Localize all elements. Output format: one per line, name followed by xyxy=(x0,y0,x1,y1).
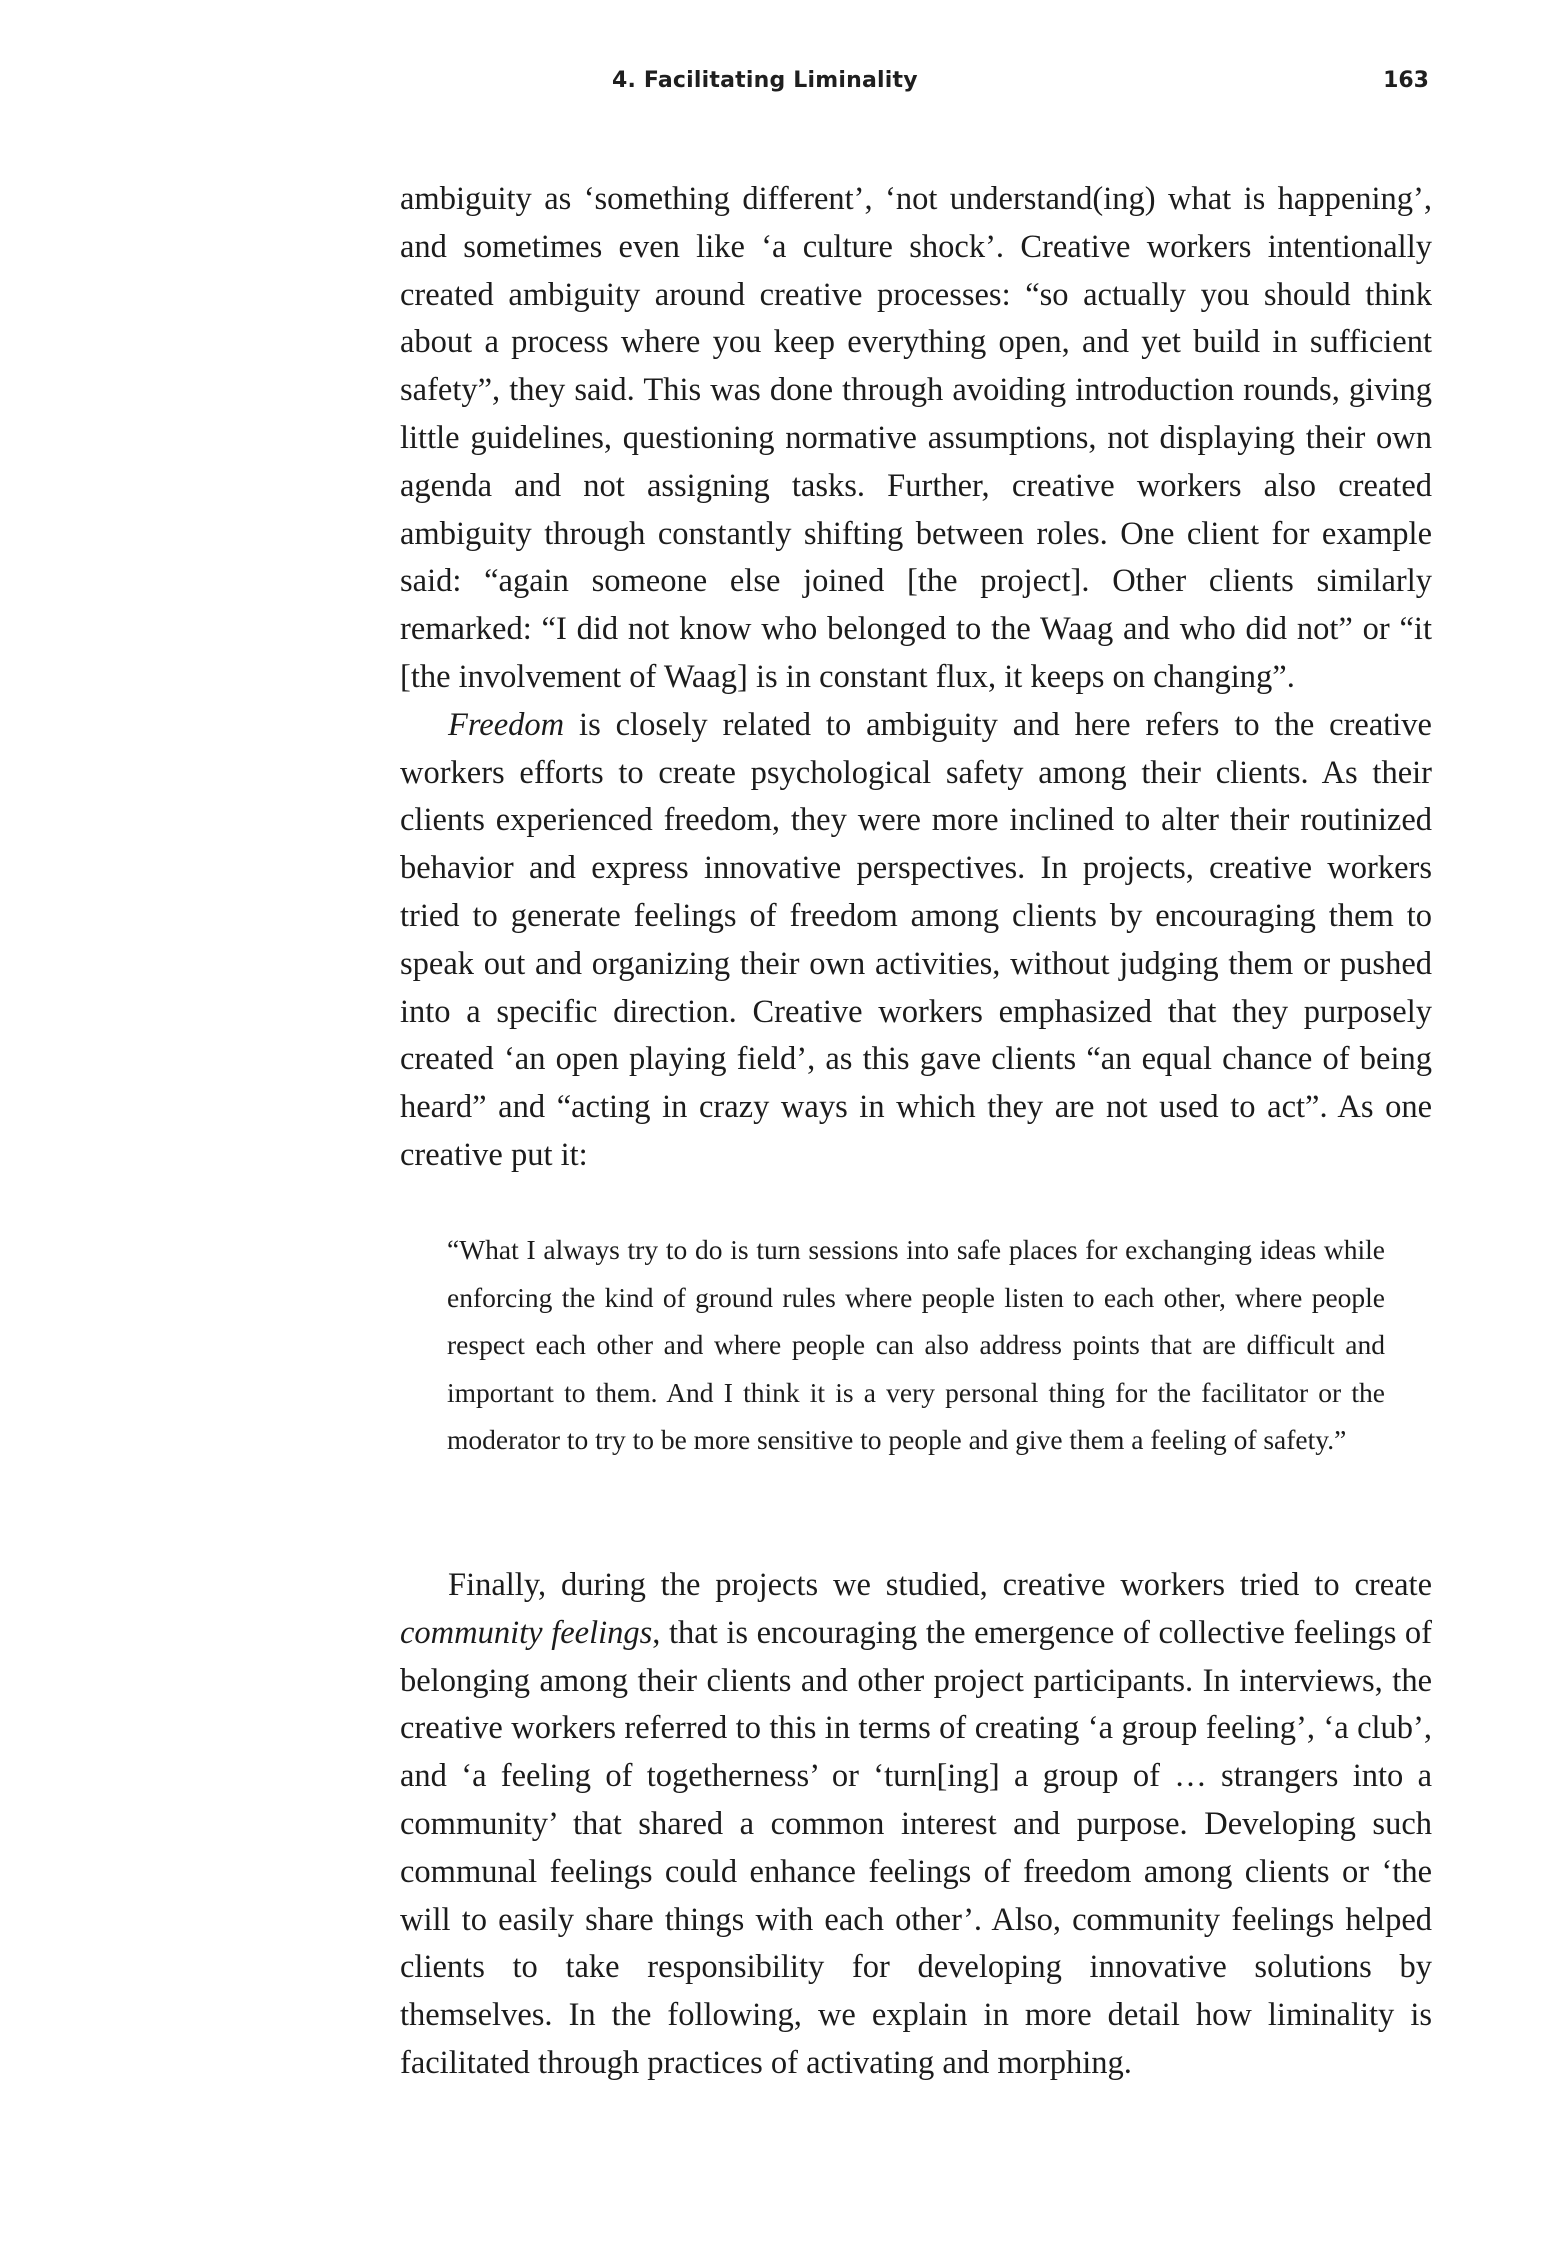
page-number: 163 xyxy=(1383,68,1429,93)
body-text-upper xyxy=(400,176,1432,1180)
paragraph-community xyxy=(400,1562,1432,2088)
paragraph-freedom-text: is closely related to ambiguity and here refers to the creative workers efforts to create psychological safety among their clients. As their clients experienced freedom, they were more inclined to alter their routinized behavior and express innovative perspectives. In projects, creative workers tried to generate feelings of freedom among clients by encouraging them to speak out and organizing their own activities, without judging them or pushed into a specific direction. Creative workers emphasized that they purposely created ‘an open playing field’, as this gave clients “an equal chance of being heard” and “acting in crazy ways in which they are not used to act”. As one creative put it: xyxy=(400,706,1432,1173)
term-community-feelings: community feelings xyxy=(400,1614,653,1651)
paragraph-freedom xyxy=(400,702,1432,1180)
term-freedom: Freedom xyxy=(448,706,565,743)
body-text-lower xyxy=(400,1562,1432,2088)
paragraph-community-text: , that is encouraging the emergence of collective feelings of belonging among their clients and other project participants. In interviews, the creative workers referred to this in terms of creating ‘a group feeling’, ‘a club’, and ‘a feeling of togetherness’ or ‘turn[ing] a group of … strangers into a community’ that shared a common interest and purpose. Developing such communal feelings could enhance feelings of freedom among clients or ‘the will to easily share things with each other’. Also, community feelings helped clients to take responsibility for developing innovative solutions by themselves. In the following, we explain in more detail how liminality is facilitated through practices of activating and morphing. xyxy=(400,1614,1433,2081)
running-header-title: 4. Facilitating Liminality xyxy=(612,68,918,93)
block-quote: “What I always try to do is turn sessions into safe places for exchanging ideas while enforcing the kind of ground rules where people listen to each other, where people respect each other and where people can also address points that are difficult and important to them. And I think it is a very personal thing for the facilitator or the moderator to try to be more sensitive to people and give them a feeling of safety.” xyxy=(447,1234,1385,1456)
paragraph-ambiguity: ambiguity as ‘something different’, ‘not understand(ing) what is happening’, and sometimes even like ‘a culture shock’. Creative workers intentionally created ambiguity around creative processes: “so actually you should think about a process where you keep everything open, and yet build in sufficient safety”, they said. This was done through avoiding introduction rounds, giving little guidelines, questioning normative assumptions, not displaying their own agenda and not assigning tasks. Further, creative workers also created ambiguity through constantly shifting between roles. One client for example said: “again someone else joined [the project]. Other clients similarly remarked: “I did not know who belonged to the Waag and who did not” or “it [the involvement of Waag] is in constant flux, it keeps on changing”. xyxy=(400,181,1432,695)
paragraph-community-start: Finally, during the projects we studied, creative workers tried to create xyxy=(448,1567,1432,1603)
